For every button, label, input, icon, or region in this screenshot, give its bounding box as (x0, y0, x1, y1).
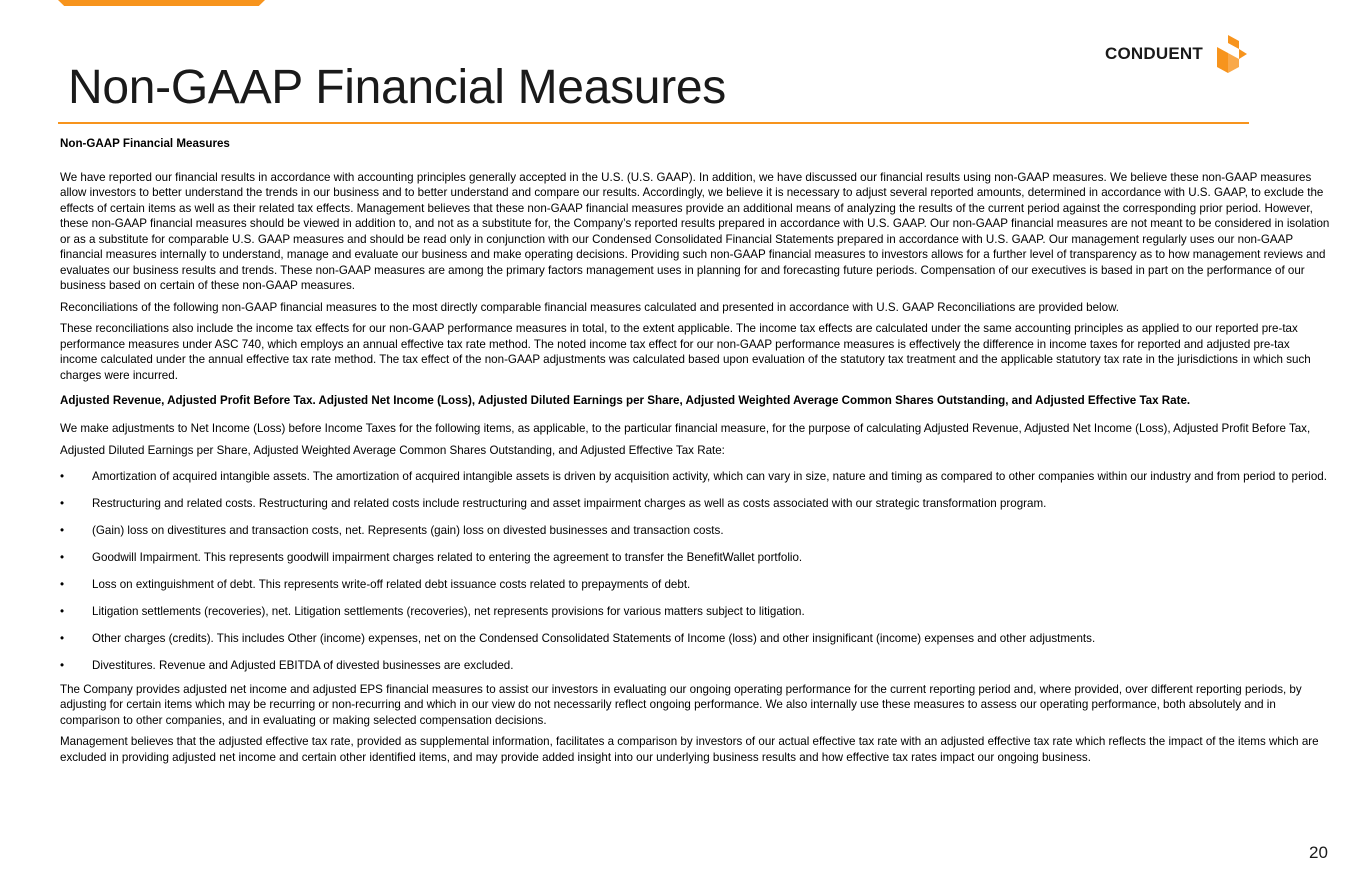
bullet-marker: • (60, 550, 65, 564)
list-item: • Amortization of acquired intangible assets. The amortization of acquired intangible assets is driven by acquisition activity, which can vary in size, nature and timing as compared to other companies within our industry and from period to period. (60, 466, 1330, 488)
adjusted-eps-paragraph: The Company provides adjusted net income and adjusted EPS financial measures to assist our investors in evaluating our ongoing operating performance for the current reporting period and, where provided, over different reporting periods, by adjusting for certain items which may be recurring or non-recurring and which in our view do not necessarily reflect ongoing performance. We also internally use these measures to assess our operating performance, both absolutely and in comparison to other companies, and in evaluating or making selected compensation decisions. (60, 682, 1302, 727)
list-item: • Divestitures. Revenue and Adjusted EBITDA of divested businesses are excluded. (60, 655, 1330, 677)
header-accent-tab (58, 0, 265, 6)
bullet-marker: • (60, 577, 65, 591)
tax-effects-paragraph: These reconciliations also include the income tax effects for our non-GAAP performance measures in total, to the extent applicable. The income tax effects are calculated under the same accounting principles as applied to our reported pre-tax performance measures under ASC 740, which employs an annual effective tax rate method. The noted income tax effect for our non-GAAP performance measures is effectively the difference in income taxes for reported and adjusted pre-tax income calculated under the annual effective tax rate method. The tax effect of the non-GAAP adjustments was calculated based upon evaluation of the statutory tax treatment and the applicable statutory tax rate in the jurisdictions in which such charges were incurred. (60, 322, 1311, 382)
logo-wordmark: CONDUENT (1105, 44, 1203, 63)
title-divider (58, 122, 1249, 124)
conduent-logo-icon (1209, 35, 1247, 73)
bullet-marker: • (60, 631, 65, 645)
list-item: • Loss on extinguishment of debt. This represents write-off related debt issuance costs related to prepayments of debt. (60, 574, 1330, 596)
list-item: • Restructuring and related costs. Restructuring and related costs include restructuring and asset impairment charges as well as costs associated with our strategic transformation program. (60, 493, 1330, 515)
page-number: 20 (1309, 843, 1328, 862)
list-item: • Goodwill Impairment. This represents goodwill impairment charges related to entering the agreement to transfer the BenefitWallet portfolio. (60, 547, 1330, 569)
adjusted-measures-subheading: Adjusted Revenue, Adjusted Profit Before Tax. Adjusted Net Income (Loss), Adjusted Diluted Earnings per Share, Adjusted Weighted Average Common Shares Outstanding, and Adjusted Effective Tax Rate. (60, 394, 1191, 407)
adjustments-list (60, 466, 1330, 677)
reconciliation-paragraph: Reconciliations of the following non-GAAP financial measures to the most directly comparable financial measures calculated and presented in accordance with U.S. GAAP Reconciliations are provided below. (60, 300, 1120, 314)
bullet-marker: • (60, 523, 65, 537)
list-item: • Litigation settlements (recoveries), net. Litigation settlements (recoveries), net represents provisions for various matters subject to litigation. (60, 601, 1330, 623)
bullet-marker: • (60, 496, 65, 510)
list-item: • Other charges (credits). This includes Other (income) expenses, net on the Condensed Consolidated Statements of Income (loss) and other insignificant (income) expenses and other adjustments. (60, 628, 1330, 650)
page-title: Non-GAAP Financial Measures (68, 61, 726, 114)
adjustments-intro: We make adjustments to Net Income (Loss) before Income Taxes for the following items, as applicable, to the particular financial measure, for the purpose of calculating Adjusted Revenue, Adjusted Net Income (Loss), Adjusted Profit Before Tax, Adjusted Diluted Earnings per Share, Adjusted Weighted Average Common Shares Outstanding, and Adjusted Effective Tax Rate: (60, 421, 1311, 457)
conduent-logo (1105, 34, 1255, 74)
effective-tax-rate-paragraph: Management believes that the adjusted effective tax rate, provided as supplemental information, facilitates a comparison by investors of our actual effective tax rate with an adjusted effective tax rate which reflects the impact of the items which are excluded in providing adjusted net income and certain other identified items, and may provide added insight into our underlying business results and how effective tax rates impact our ongoing business. (60, 735, 1319, 764)
main-content (60, 135, 1330, 765)
bullet-marker: • (60, 604, 65, 618)
bullet-marker: • (60, 469, 65, 483)
list-item: • (Gain) loss on divestitures and transaction costs, net. Represents (gain) loss on divested businesses and transaction costs. (60, 520, 1330, 542)
bullet-marker: • (60, 658, 65, 672)
section-heading: Non-GAAP Financial Measures (60, 137, 230, 150)
intro-paragraph: We have reported our financial results in accordance with accounting principles generally accepted in the U.S. (U.S. GAAP). In addition, we have discussed our financial results using non-GAAP measures. We believe these non-GAAP measures allow investors to better understand the trends in our business and to better understand and compare our results. Accordingly, we believe it is necessary to adjust several reported amounts, determined in accordance with U.S. GAAP, to exclude the effects of certain items as well as their related tax effects. Management believes that these non-GAAP financial measures provide an additional means of analyzing the results of the current period against the corresponding prior period. However, these non-GAAP financial measures should be viewed in addition to, and not as a substitute for, the Company’s reported results prepared in accordance with U.S. GAAP. Our non-GAAP financial measures are not meant to be considered in isolation or as a substitute for comparable U.S. GAAP measures and should be read only in conjunction with our Condensed Consolidated Financial Statements prepared in accordance with U.S. GAAP. Our management regularly uses our non-GAAP financial measures internally to understand, manage and evaluate our business and make operating decisions. Providing such non-GAAP financial measures to investors allows for a further level of transparency as to how management reviews and evaluates our business results and trends. These non-GAAP measures are among the primary factors management uses in planning for and forecasting future periods. Compensation of our executives is based in part on the performance of our business based on certain of these non-GAAP measures. (60, 170, 1330, 292)
